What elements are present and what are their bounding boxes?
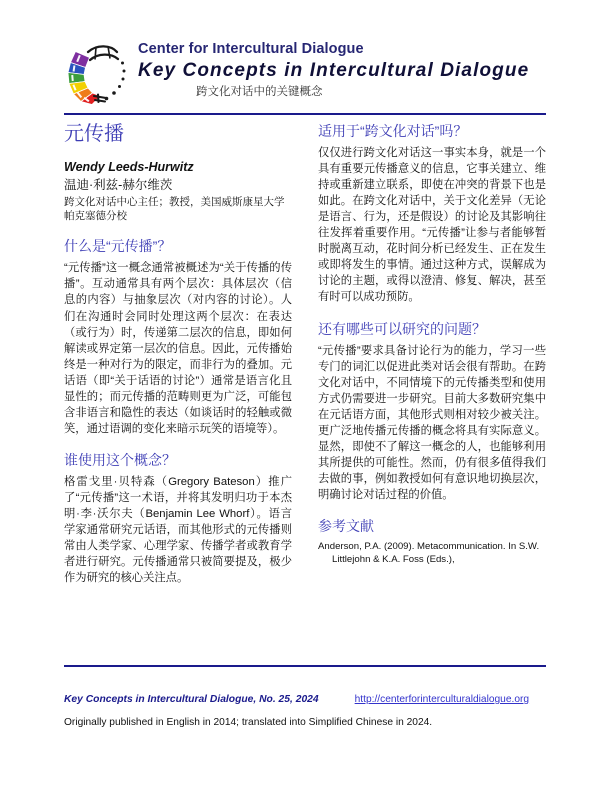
right-column [318,122,546,567]
page-title: 元传播 [64,123,124,145]
footer-citation-row [64,694,546,705]
footer-website-link[interactable]: http://centerforinterculturaldialogue.org [354,694,530,705]
section-paragraph: 格雷戈里·贝特森（Gregory Bateson）推广了“元传播”这一术语，并将其发明归功于本杰明·李·沃尔夫（Benjamin Lee Whorf）。语言学家通常研究元话语，而其他形式的元传播则常由人类学家、心理学家、传播学者或教育学者进行研究。元传播通常只被简要提及，极少作为研究的核心关注点。 [64,475,292,585]
author-affiliation: 跨文化对话中心主任；教授，美国威斯康星大学帕克塞德分校 [64,195,285,223]
section-heading-who-uses: 谁使用这个概念？ [64,451,176,468]
cid-rainbow-c-logo-icon [64,38,126,104]
author-name-chinese: 温迪·利兹-赫尔维茨 [64,177,173,192]
section-paragraph: 仅仅进行跨文化对话这一事实本身，就是一个具有重要元传播意义的信息，它事关建立、维持或重新建立联系，即使在冲突的背景下也是如此。在跨文化对话中，关于文化差异（无论是语言、行为，还是假设）的讨论及其影响往往发挥着重要作用。“元传播”让参与者能够暂时脱离互动，花时间分析已经发生、正在发生或即将发生的事情。通过这种方式，误解成为讨论的主题，或得以澄清、修复、解决，甚至有时可以成功预防。 [318,147,546,304]
footer-divider [64,665,546,667]
footer-publication-note: Originally published in English in 2014; translated into Simplified Chinese in 2024. [64,717,433,728]
section-paragraph: “元传播”要求具备讨论行为的能力，学习一些专门的词汇以促进此类对话会很有帮助。在跨文化对话中，不同情境下的元传播类型和使用方式仍需要进一步研究。目前大多数研究集中在元话语方面，其他形式则相对较少被关注。更广泛地传播元传播的概念将具有实际意义。显然，即使不了解这一概念的人，也能够利用其所提供的可能性。然而，仍有很多值得我们去做的事，例如教授如何有意识地切换层次，明确讨论对话过程的价值。 [318,344,546,501]
document-footer [64,694,546,728]
header-text-block [138,38,529,100]
left-column [64,122,292,588]
author-name-english: Wendy Leeds-Hurwitz [64,160,194,174]
section-heading-applies-to-icd: 适用于“跨文化对话”吗？ [318,123,468,139]
section-heading-what-questions: 还有哪些可以研究的问题？ [318,320,486,337]
org-name: Center for Intercultural Dialogue [138,41,364,57]
series-title-chinese: 跨文化对话中的关键概念 [196,85,323,98]
section-heading-what-is: 什么是“元传播”？ [64,238,172,255]
document-header [64,38,546,110]
series-title: Key Concepts in Intercultural Dialogue [138,59,530,81]
section-heading-references: 参考文献 [318,518,374,534]
footer-citation: Key Concepts in Intercultural Dialogue, No. 25, 2024 [64,694,319,705]
body-columns [64,122,546,660]
reference-entry: Anderson, P.A. (2009). Metacommunication. In S.W. Littlejohn & K.A. Foss (Eds.), [318,541,540,566]
header-divider [64,113,546,115]
section-paragraph: “元传播”这一概念通常被概述为“关于传播的传播”。互动通常具有两个层次：具体层次（信息的内容）与抽象层次（对内容的讨论）。人们在沟通时会同时处理这两个层次：在表达（或行为）时，传递第二层次的信息，即如何解读或界定第一层次的信息。因此，元传播始终是一种对行为的限定，而非行为的叠加。元话语（即“关于话语的讨论”）通常是语言化且显性的；而元传播的范畴则更为广泛，可能包含非语言和隐性的表达（如谈话时的轻触或微笑，通过语调的变化来暗示玩笑的语境等）。 [64,262,292,435]
